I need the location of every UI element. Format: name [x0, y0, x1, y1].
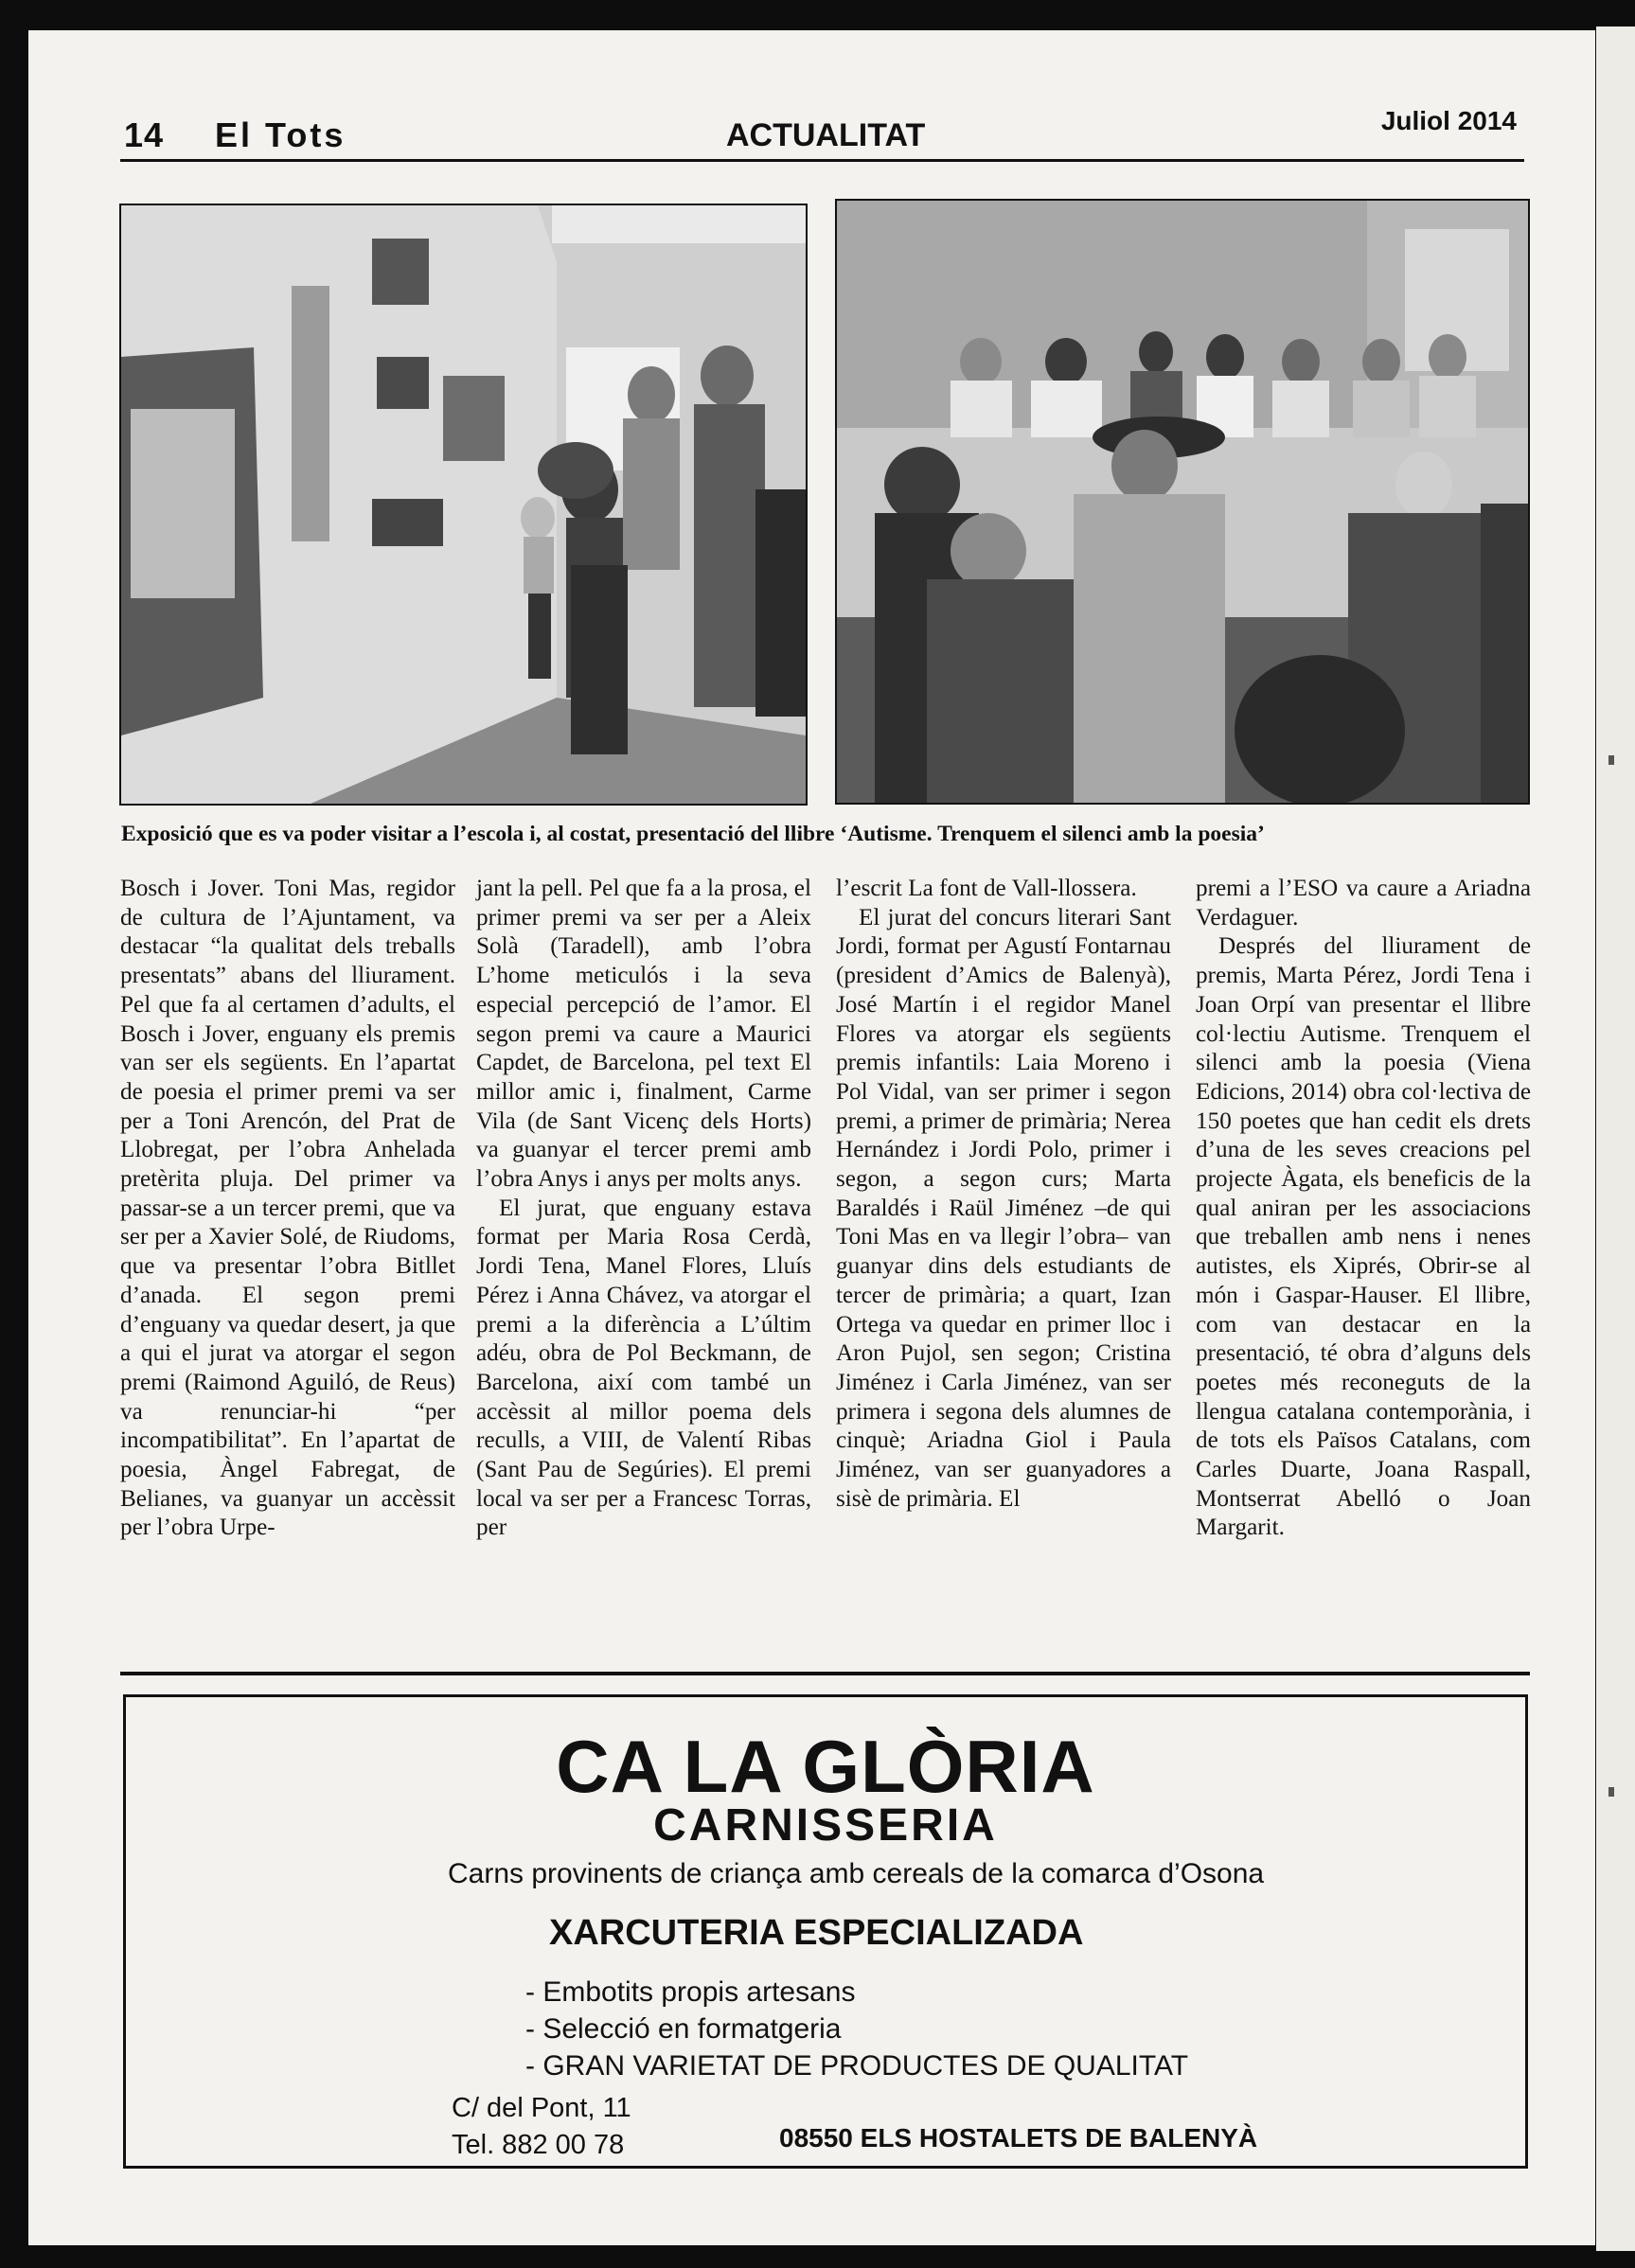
binding-mark	[1608, 1787, 1614, 1797]
ad-specialty: XARCUTERIA ESPECIALIZADA	[549, 1913, 1084, 1953]
article-column-4	[1196, 875, 1531, 1543]
ad-product-item: - GRAN VARIETAT DE PRODUCTES DE QUALITAT	[525, 2050, 1189, 2082]
ad-business-name: CA LA GLÒRIA	[556, 1725, 1095, 1808]
ad-tagline: Carns provinents de criança amb cereals de la comarca d’Osona	[448, 1858, 1265, 1889]
article-body	[120, 875, 1531, 1632]
article-column-1	[120, 875, 455, 1543]
paragraph: El jurat, que enguany estava format per Maria Rosa Cerdà, Jordi Tena, Manel Flores, Lluís Pérez i Anna Chávez, va atorgar el premi a la diferència a L’últim adéu, obra de Pol Beckmann, de Barcelona, així com també un accèssit al millor poema dels reculls, a VIII, de Valentí Ribas (Sant Pau de Segúries). El premi local va ser per a Francesc Torras, per	[476, 1195, 811, 1541]
page-header	[120, 106, 1524, 162]
photo-exhibition	[119, 204, 808, 806]
ad-city: 08550 ELS HOSTALETS DE BALENYÀ	[779, 2123, 1258, 2153]
ad-product-list	[525, 1974, 1188, 2084]
article-column-2	[476, 875, 811, 1543]
ad-product-item: - Embotits propis artesans	[525, 1976, 856, 2008]
newspaper-name: El Tots	[215, 115, 347, 154]
section-divider	[120, 1672, 1530, 1675]
paragraph: l’escrit La font de Vall-llossera.	[836, 876, 1137, 901]
paragraph: Després del lliurament de premis, Marta Pérez, Jordi Tena i Joan Orpí van presentar el llibre col·lectiu Autisme. Trenquem el silenci amb la poesia (Viena Edicions, 2014) obra col·lectiva de 150 poetes que han cedit els drets d’una de les seves creacions pel projecte Àgata, els beneficis de la qual aniran per les associacions que treballen amb nens i nenes autistes, els Xiprés, Obrir-se al món i Gaspar-Hauser. El llibre, com van destacar en la presentació, té obra d’alguns dels poetes més reconeguts de la llengua catalana contemporània, i de tots els Països Catalans, com Carles Duarte, Joana Raspall, Montserrat Abelló o Joan Margarit.	[1196, 933, 1531, 1541]
ad-phone: Tel. 882 00 78	[452, 2130, 625, 2160]
issue-date: Juliol 2014	[1380, 106, 1517, 135]
ad-address: C/ del Pont, 11	[452, 2093, 631, 2123]
ad-product-item: - Selecció en formatgeria	[525, 2013, 842, 2045]
paragraph: premi a l’ESO va caure a Ariadna Verdaguer.	[1196, 876, 1531, 930]
photo-presentation-image	[837, 201, 1528, 803]
ad-contact	[452, 2090, 631, 2164]
paragraph: jant la pell. Pel que fa a la prosa, el primer premi va ser per a Aleix Solà (Taradell), amb l’obra L’home meticulós i la seva especial percepció de l’amor. El segon premi va caure a Maurici Capdet, de Barcelona, pel text El millor amic i, finalment, Carme Vila (de Sant Vicenç dels Horts) va guanyar el tercer premi amb l’obra Anys i anys per molts anys.	[476, 876, 811, 1193]
photo-exhibition-image	[121, 205, 806, 804]
photo-caption: Exposició que es va poder visitar a l’escola i, al costat, presentació del llibre ‘Autisme. Trenquem el silenci amb la poesia’	[121, 822, 1265, 846]
page-number: 14	[124, 115, 165, 154]
photo-book-presentation	[835, 199, 1530, 805]
binding-mark	[1608, 755, 1614, 765]
paragraph: Bosch i Jover. Toni Mas, regidor de cultura de l’Ajuntament, va destacar “la qualitat dels treballs presentats” abans del lliurament. Pel que fa al certamen d’adults, el Bosch i Jover, enguany els premis van ser els següents. En l’apartat de poesia el primer premi va ser per a Toni Arencón, del Prat de Llobregat, per l’obra Anhelada pretèrita pluja. Del primer va passar-se a un tercer premi, que va ser per a Xavier Solé, de Riudoms, que va presentar l’obra Bitllet d’anada. El segon premi d’enguany va quedar desert, ja que a qui el jurat va atorgar el segon premi (Raimond Aguiló, de Reus) va renunciar-hi “per incompatibilitat”. En l’apartat de poesia, Àngel Fabregat, de Belianes, va guanyar un accèssit per l’obra Urpe-	[120, 876, 455, 1541]
advertisement	[123, 1694, 1528, 2169]
next-page-edge	[1596, 27, 1635, 2251]
ad-business-type: CARNISSERIA	[653, 1800, 998, 1851]
section-title: ACTUALITAT	[726, 117, 926, 153]
article-column-3	[836, 875, 1171, 1514]
paragraph: El jurat del concurs literari Sant Jordi, format per Agustí Fontarnau (president d’Amics de Balenyà), José Martín i el regidor Manel Flores va atorgar els següents premis infantils: Laia Moreno i Pol Vidal, van ser primer i segon premi, a primer de primària; Nerea Hernández i Jordi Polo, primer i segon, a segon curs; Marta Baraldés i Raül Jiménez –de qui Toni Mas en va llegir l’obra– van guanyar dins dels estudiants de tercer de primària; a quart, Izan Ortega va quedar en primer lloc i Aron Pujol, sen segon; Cristina Jiménez i Carla Jiménez, van ser primera i segona dels alumnes de cinquè; Ariadna Giol i Paula Jiménez, van ser guanyadores a sisè de primària. El	[836, 904, 1171, 1512]
